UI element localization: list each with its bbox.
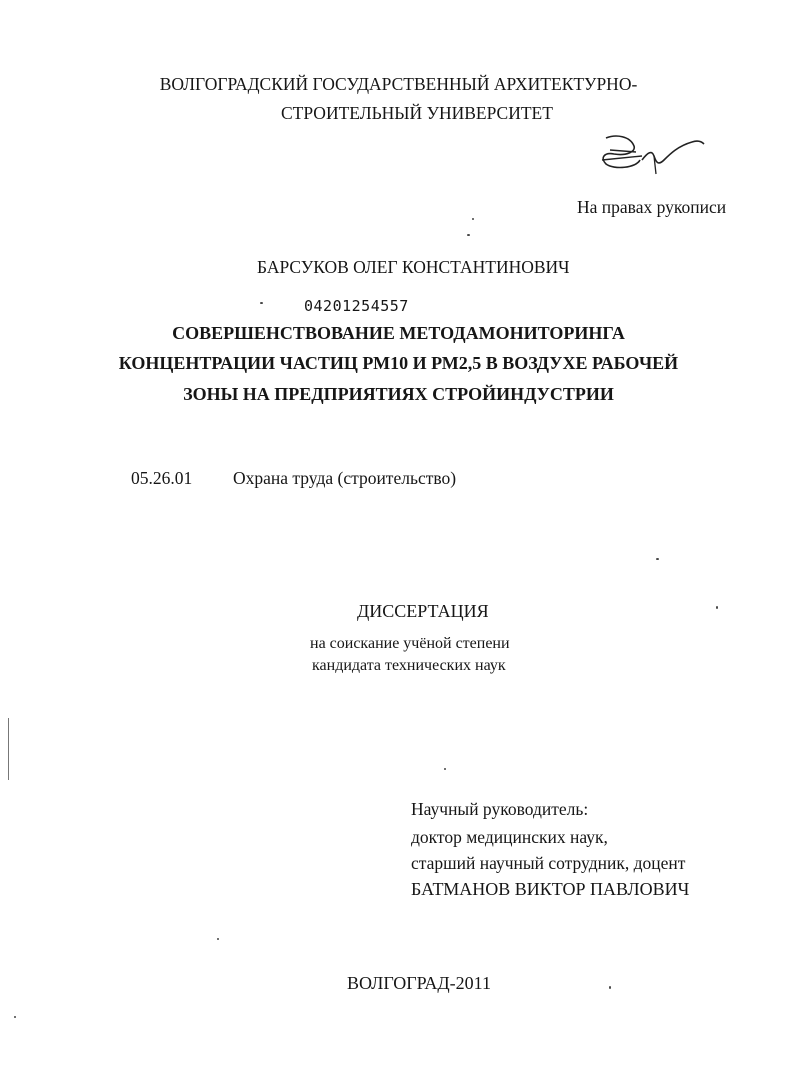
scan-speck — [14, 1016, 16, 1018]
title-line-2: КОНЦЕНТРАЦИИ ЧАСТИЦ РМ10 И РМ2,5 В ВОЗДУХЕ РАБОЧЕЙ — [118, 353, 679, 373]
degree-purpose-line-1: на соискание учёной степени — [310, 635, 510, 652]
supervisor-position: старший научный сотрудник, доцент — [411, 853, 686, 873]
title-line-3: ЗОНЫ НА ПРЕДПРИЯТИЯХ СТРОЙИНДУСТРИИ — [183, 384, 614, 404]
scan-speck — [260, 302, 263, 304]
degree-purpose-line-2: кандидата технических наук — [312, 657, 506, 674]
scan-edge-mark — [8, 718, 9, 780]
scan-speck — [472, 218, 474, 220]
university-name-line-2: СТРОИТЕЛЬНЫЙ УНИВЕРСИТЕТ — [281, 103, 553, 123]
scan-speck — [217, 938, 219, 940]
scan-speck — [656, 558, 659, 560]
city-year: ВОЛГОГРАД-2011 — [347, 973, 491, 993]
supervisor-heading: Научный руководитель: — [411, 799, 589, 819]
scan-speck — [716, 606, 718, 609]
specialty-name: Охрана труда (строительство) — [233, 468, 457, 488]
supervisor-name: БАТМАНОВ ВИКТОР ПАВЛОВИЧ — [411, 879, 690, 899]
university-name-line-1: ВОЛГОГРАДСКИЙ ГОСУДАРСТВЕННЫЙ АРХИТЕКТУРНО- — [159, 74, 638, 94]
author-name: БАРСУКОВ ОЛЕГ КОНСТАНТИНОВИЧ — [257, 257, 570, 277]
specialty-code: 05.26.01 — [131, 468, 193, 488]
scan-speck — [467, 234, 470, 236]
title-line-1: СОВЕРШЕНСТВОВАНИЕ МЕТОДАМОНИТОРИНГА — [172, 323, 625, 343]
scan-speck — [609, 986, 611, 989]
library-stamp-number: 04201254557 — [304, 297, 409, 315]
document-type-label: ДИССЕРТАЦИЯ — [357, 601, 489, 621]
supervisor-degree: доктор медицинских наук, — [411, 827, 608, 847]
rights-notice: На правах рукописи — [577, 197, 727, 217]
scan-speck — [444, 768, 446, 770]
signature-icon — [596, 130, 708, 190]
